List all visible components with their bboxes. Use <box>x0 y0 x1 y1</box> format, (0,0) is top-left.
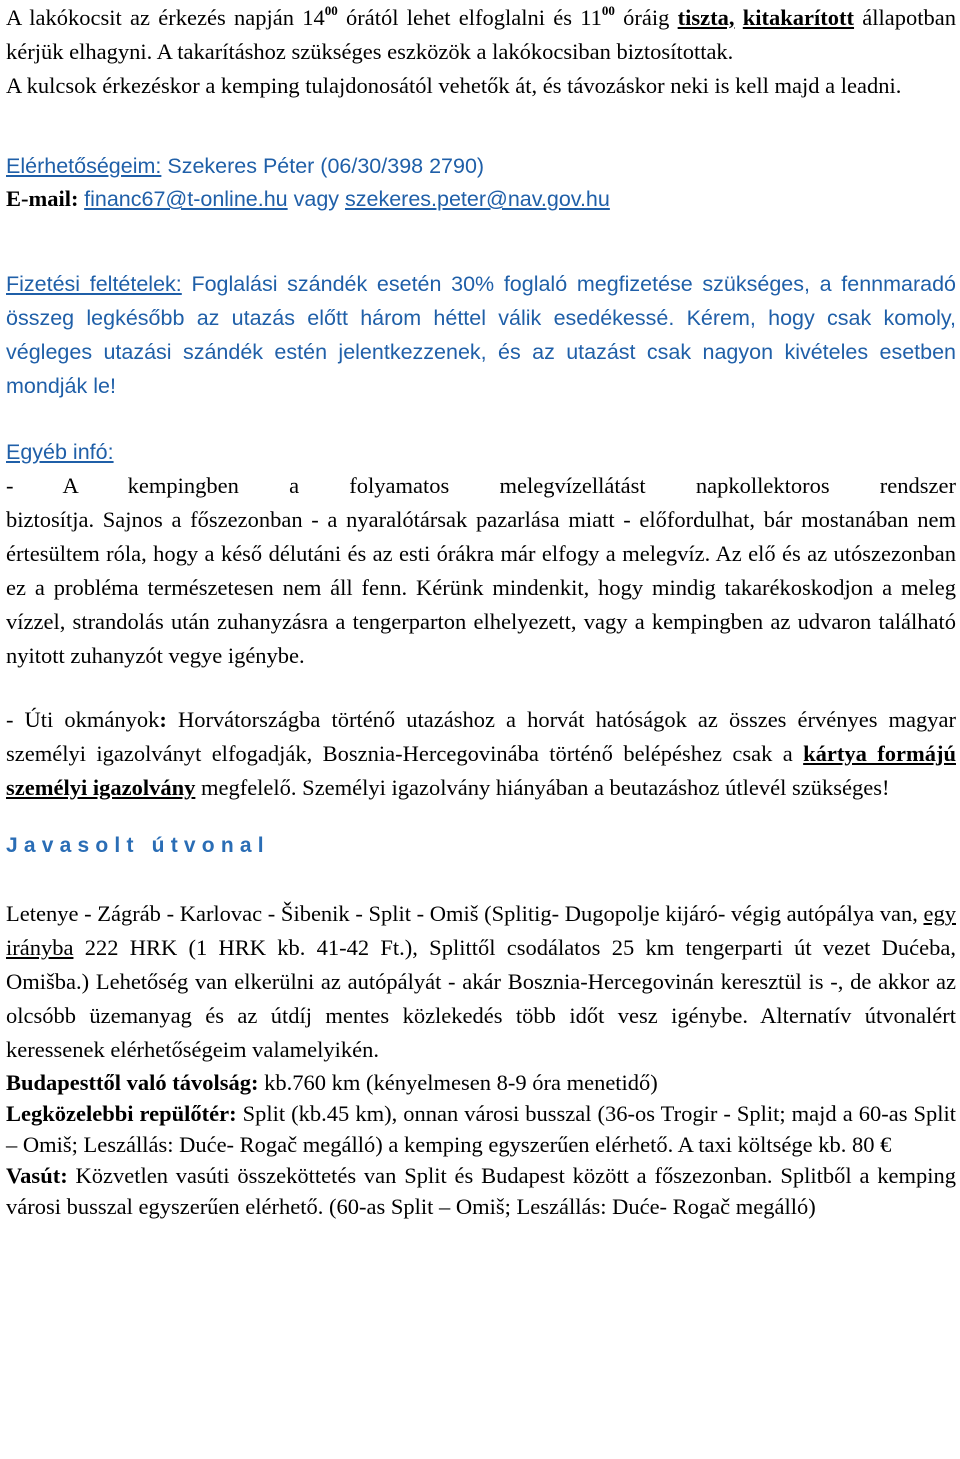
document-page <box>6 0 956 1222</box>
route-text: 222 HRK (1 HRK kb. 41-42 Ft.), Splittől csodálatos 25 km tengerparti út vezet Dućeba, Omišba.) Lehetőség van elkerülni az autópályát - akár Bosznia-Hercegovinán keresztül is -, de akkor az olcsóbb üzemanyag és az útdíj mentes közlekedés több időt vesz igénybe. Alternatív útvonalért keressenek elérhetőségeim valamelyikén. <box>6 935 956 1062</box>
airport-label: Legközelebbi repülőtér: <box>6 1101 237 1126</box>
documents-text: Horvátországba történő utazáshoz a horvát hatóságok az összes érvényes magyar személyi igazolványt elfogadják, Bosznia-Hercegovinába történő belépéshez csak a <box>6 707 956 766</box>
hot-water-line: - A kempingben a folyamatos melegvízellátást napkollektoros rendszer <box>6 473 956 498</box>
email-separator: vagy <box>287 187 346 211</box>
airport-paragraph <box>6 1098 956 1160</box>
airport-text: Split (kb.45 km), onnan városi busszal (36-os Trogir - Split; majd a 60-as Split – Omiš; Leszállás: Duće- Rogač megálló) a kemping egyszerűen elérhető. A taxi költsége kb. 80 € <box>6 1101 956 1157</box>
distance-text: kb.760 km (kényelmesen 8-9 óra menetidő) <box>258 1070 658 1095</box>
contact-name-phone: Szekeres Péter (06/30/398 2790) <box>161 154 485 178</box>
route-paragraph <box>6 897 956 1067</box>
rail-paragraph <box>6 1160 956 1222</box>
distance-label: Budapesttől való távolság: <box>6 1070 259 1095</box>
arrival-paragraph <box>6 1 956 69</box>
keys-paragraph: A kulcsok érkezéskor a kemping tulajdonosától vehetők át, és távozáskor neki is kell majd a leadni. <box>6 73 902 98</box>
distance-line <box>6 1067 956 1098</box>
contact-line <box>6 149 956 183</box>
time-superscript: 00 <box>324 3 338 18</box>
documents-text: megfelelő. Személyi igazolvány hiányában a beutazáshoz útlevél szükséges! <box>195 775 890 800</box>
email-line <box>6 182 956 216</box>
payment-paragraph <box>6 267 956 403</box>
arrival-text: A lakókocsit az érkezés napján 14 <box>6 5 325 30</box>
payment-label: Fizetési feltételek: <box>6 272 182 296</box>
other-info-heading <box>6 435 956 469</box>
payment-text: Foglalási szándék esetén 30% foglaló megfizetése szükséges, a fennmaradó összeg legkésőbb az utazás előtt három héttel válik esedékessé. <box>6 272 957 330</box>
cleaned-emphasis: kitakarított <box>742 5 855 30</box>
time-superscript: 00 <box>601 3 615 18</box>
arrival-text: óráig <box>614 5 678 30</box>
payment-text: Kérem, hogy csak komoly, végleges utazási szándék estén jelentkezzenek, és az utazást csak nagyon kivételes esetben mondják le! <box>6 306 956 398</box>
documents-label: - Úti okmányok <box>6 707 160 732</box>
contact-label: Elérhetőségeim: <box>6 154 162 178</box>
arrival-text: állapotban kérjük elhagyni. A takarításhoz szükséges eszközök a lakókocsiban biztosítottak. <box>6 5 957 64</box>
rail-label: Vasút: <box>6 1163 68 1188</box>
documents-paragraph <box>6 703 956 805</box>
route-heading: Javasolt útvonal <box>6 834 270 857</box>
one-way-emphasis: egy irányba <box>6 901 956 960</box>
hot-water-paragraph: biztosítja. Sajnos a főszezonban - a nyaralótársak pazarlása miatt - előfordulhat, bár mostanában nem értesültem róla, hogy a késő délutáni és az esti órákra már elfogy a melegvíz. Az elő és az utószezonban ez a probléma természetesen nem áll fenn. Kérünk mindenkit, hogy mindig takarékoskodjon a meleg vízzel, strandolás után zuhanyzásra a tengerparton elhelyezett, vagy a kempingben az udvaron található nyitott zuhanyzót vegye igénybe. <box>6 507 956 668</box>
email-label: E-mail: <box>6 186 85 211</box>
email-link-2[interactable]: szekeres.peter@nav.gov.hu <box>345 187 610 211</box>
arrival-text: órától lehet elfoglalni és 11 <box>337 5 602 30</box>
id-card-emphasis: kártya formájú személyi igazolvány <box>6 741 956 800</box>
email-link-1[interactable]: financ67@t-online.hu <box>84 187 288 211</box>
clean-emphasis: tiszta, <box>677 5 735 30</box>
other-info-label: Egyéb infó: <box>6 440 114 464</box>
rail-text: Közvetlen vasúti összeköttetés van Split és Budapest között a főszezonban. Splitből a kemping városi busszal egyszerűen elérhető. (60-as Split – Omiš; Leszállás: Duće- Rogač megálló) <box>6 1163 956 1219</box>
documents-colon: : <box>159 707 167 732</box>
route-text: Letenye - Zágráb - Karlovac - Šibenik - Split - Omiš (Splitig- Dugopolje kijáró- végig autópálya van, <box>6 901 924 926</box>
